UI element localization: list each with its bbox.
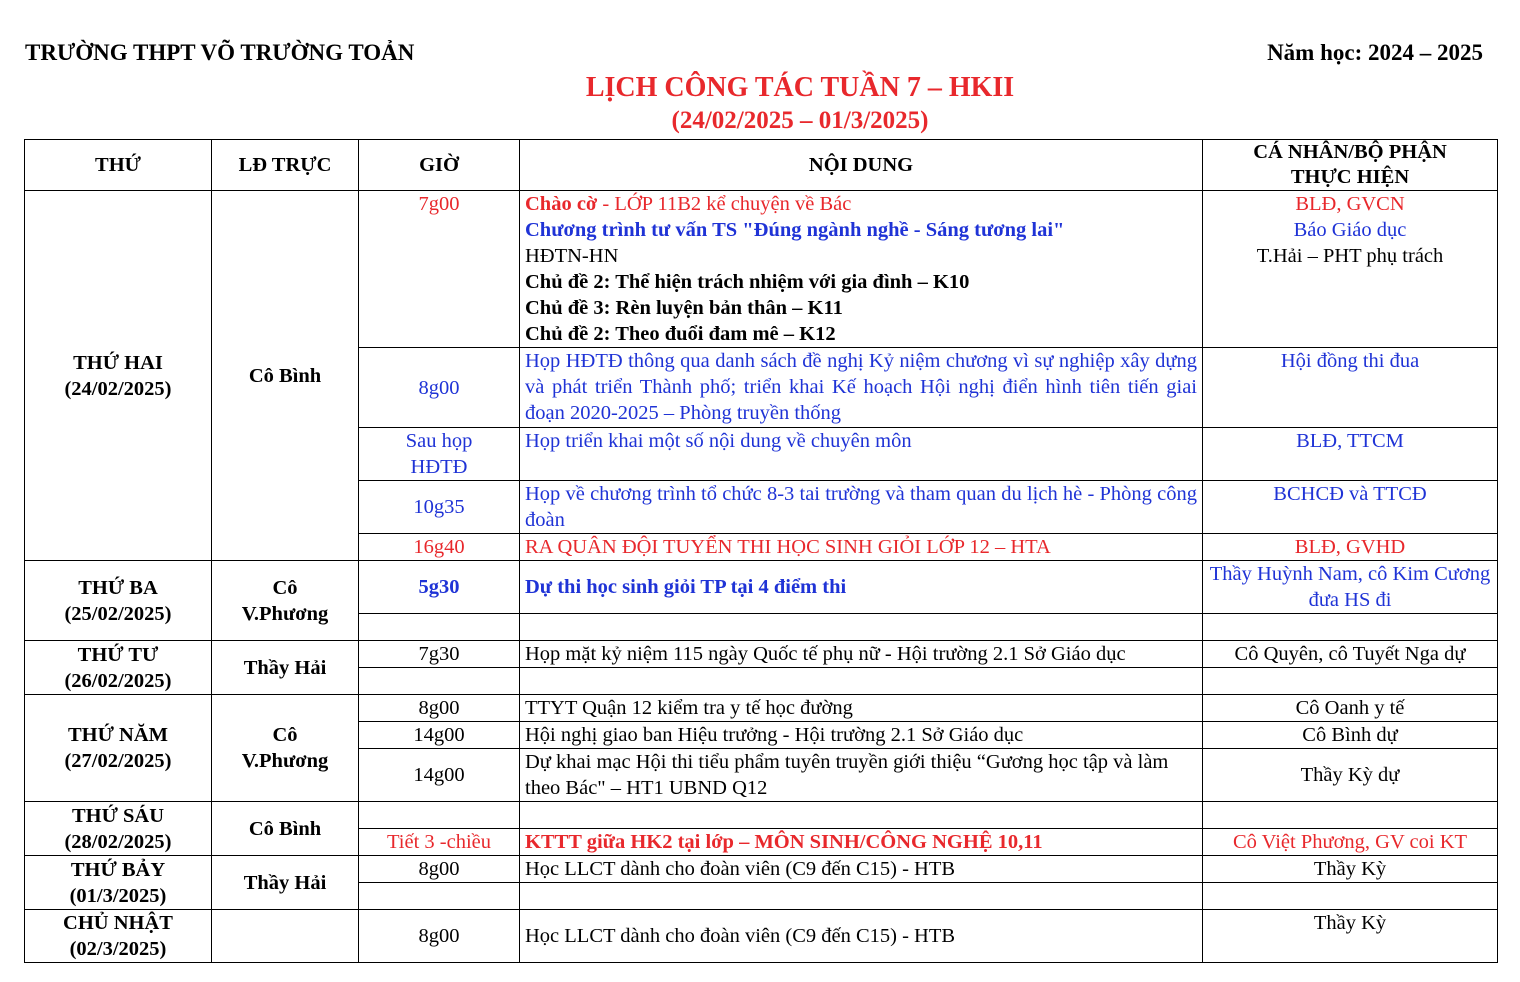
day-date: (26/02/2025) [64,669,172,692]
duty-cell: Thầy Hải [212,856,359,910]
col-time: GIỜ [359,140,520,191]
header-row [25,140,1498,191]
time-cell [359,614,520,641]
time-cell: 14g00 [359,722,520,749]
content-cell [520,191,1203,348]
day-date: (02/3/2025) [69,938,167,960]
table-row [25,695,1498,722]
time-cell: 10g35 [359,481,520,534]
content-cell: Họp về chương trình tổ chức 8-3 tai trường và tham quan du lịch hè - Phòng công đoàn [520,481,1203,534]
day-cell [25,641,212,695]
duty-cell: Cô Bình [212,191,359,561]
content-cell: Dự thi học sinh giỏi TP tại 4 điểm thi [520,561,1203,614]
content-line [525,191,1197,217]
responsible-cell: BCHCĐ và TTCĐ [1203,481,1498,534]
table-row [25,191,1498,348]
content-cell: RA QUÂN ĐỘI TUYỂN THI HỌC SINH GIỎI LỚP 12 – HTA [520,534,1203,561]
day-cell [25,191,212,561]
responsible-line: BLĐ, GVCN [1295,193,1405,215]
content-cell: KTTT giữa HK2 tại lớp – MÔN SINH/CÔNG NGHỆ 10,11 [520,829,1203,856]
content-line: Chương trình tư vấn TS "Đúng ngành nghề - Sáng tương lai" [525,219,1065,241]
table-row [25,856,1498,883]
content-cell: Hội nghị giao ban Hiệu trưởng - Hội trường 2.1 Sở Giáo dục [520,722,1203,749]
content-cell [520,883,1203,910]
col-content: NỘI DUNG [520,140,1203,191]
time-cell: 5g30 [359,561,520,614]
responsible-cell: Cô Việt Phương, GV coi KT [1203,829,1498,856]
day-date: (25/02/2025) [64,602,172,625]
flag-ceremony-label: Chào cờ [525,193,598,215]
day-date: (01/3/2025) [69,884,167,907]
flag-ceremony-text: - LỚP 11B2 kể chuyện về Bác [597,193,852,215]
responsible-cell [1203,614,1498,641]
responsible-cell: Hội đồng thi đua [1203,348,1498,428]
responsible-cell [1203,191,1498,348]
time-cell: 16g40 [359,534,520,561]
time-cell: 8g00 [359,695,520,722]
content-cell: Họp mặt kỷ niệm 115 ngày Quốc tế phụ nữ - Hội trường 2.1 Sở Giáo dục [520,641,1203,668]
responsible-line: Báo Giáo dục [1293,219,1407,241]
day-cell [25,695,212,802]
col-responsible [1203,140,1498,191]
responsible-cell [1203,883,1498,910]
schedule-dates: (24/02/2025 – 01/3/2025) [671,107,929,134]
responsible-cell [1203,802,1498,829]
content-line: HĐTN-HN [525,245,619,267]
duty-line: Cô [272,724,298,746]
content-cell: Họp triển khai một số nội dung về chuyên môn [520,428,1203,481]
time-cell: 8g00 [359,856,520,883]
duty-cell [212,910,359,963]
table-row [25,641,1498,668]
responsible-cell: BLĐ, TTCM [1203,428,1498,481]
time-cell: 8g00 [359,910,520,963]
content-cell [520,668,1203,695]
day-name: THỨ NĂM [67,724,169,746]
time-cell [359,802,520,829]
schedule-title: LỊCH CÔNG TÁC TUẦN 7 – HKII [585,72,1015,103]
duty-cell [212,561,359,641]
col-responsible-line1: CÁ NHÂN/BỘ PHẬN [1253,141,1447,163]
col-day: THỨ [25,140,212,191]
day-name: THỨ BA [78,576,158,599]
content-line: Chủ đề 2: Theo đuổi đam mê – K12 [525,323,836,345]
content-cell: TTYT Quận 12 kiểm tra y tế học đường [520,695,1203,722]
content-cell [520,614,1203,641]
responsible-cell: Thầy Kỳ [1203,856,1498,883]
table-row [25,561,1498,614]
responsible-cell: Thầy Kỳ [1203,910,1498,963]
day-name: THỨ HAI [73,351,163,374]
content-cell: Học LLCT dành cho đoàn viên (C9 đến C15) - HTB [520,856,1203,883]
time-cell [359,883,520,910]
duty-line: V.Phương [241,602,329,625]
time-cell: Tiết 3 -chiều [359,829,520,856]
day-date: (27/02/2025) [64,750,172,772]
responsible-cell: Cô Bình dự [1203,722,1498,749]
schedule-table [24,139,1498,963]
day-name: THỨ BẢY [70,858,166,881]
col-responsible-line2: THỰC HIỆN [1290,166,1410,188]
day-name: THỨ SÁU [71,804,165,827]
day-cell [25,561,212,641]
duty-cell [212,695,359,802]
time-cell: 14g00 [359,749,520,802]
time-line: Sau họp [405,430,473,452]
responsible-line: T.Hải – PHT phụ trách [1256,245,1444,267]
content-line: Chủ đề 2: Thể hiện trách nhiệm với gia đình – K10 [525,271,970,293]
time-line: HĐTĐ [410,456,468,478]
day-cell [25,802,212,856]
time-cell: 8g00 [359,348,520,428]
col-duty: LĐ TRỰC [212,140,359,191]
duty-cell: Thầy Hải [212,641,359,695]
time-cell: 7g30 [359,641,520,668]
responsible-cell: BLĐ, GVHD [1203,534,1498,561]
school-year: Năm học: 2024 – 2025 [1267,40,1483,65]
time-cell: 7g00 [359,191,520,348]
responsible-cell: Thầy Huỳnh Nam, cô Kim Cương đưa HS đi [1203,561,1498,614]
day-date: (28/02/2025) [64,830,172,853]
content-cell: Dự khai mạc Hội thi tiểu phẩm tuyên truyền giới thiệu “Gương học tập và làm theo Bác" – HT1 UBND Q12 [520,749,1203,802]
responsible-cell: Cô Quyên, cô Tuyết Nga dự [1203,641,1498,668]
day-cell [25,856,212,910]
day-name: THỨ TƯ [77,643,159,666]
duty-line: V.Phương [241,750,329,772]
time-cell [359,428,520,481]
duty-line: Cô [272,576,298,599]
content-cell: Họp HĐTĐ thông qua danh sách đề nghị Kỷ niệm chương vì sự nghiệp xây dựng và phát triển Thành phố; triển khai Kế hoạch Hội nghị điển hình tiên tiến giai đoạn 2020-2025 – Phòng truyền thống [520,348,1203,428]
day-cell [25,910,212,963]
responsible-cell [1203,668,1498,695]
responsible-cell: Thầy Kỳ dự [1203,749,1498,802]
school-name: TRƯỜNG THPT VÕ TRƯỜNG TOẢN [25,40,415,65]
responsible-cell: Cô Oanh y tế [1203,695,1498,722]
content-line: Chủ đề 3: Rèn luyện bản thân – K11 [525,297,843,319]
duty-cell: Cô Bình [212,802,359,856]
day-date: (24/02/2025) [64,377,172,400]
table-row [25,802,1498,829]
content-cell [520,802,1203,829]
time-cell [359,668,520,695]
table-row [25,910,1498,963]
content-cell: Học LLCT dành cho đoàn viên (C9 đến C15) - HTB [520,910,1203,963]
day-name: CHỦ NHẬT [63,912,173,934]
